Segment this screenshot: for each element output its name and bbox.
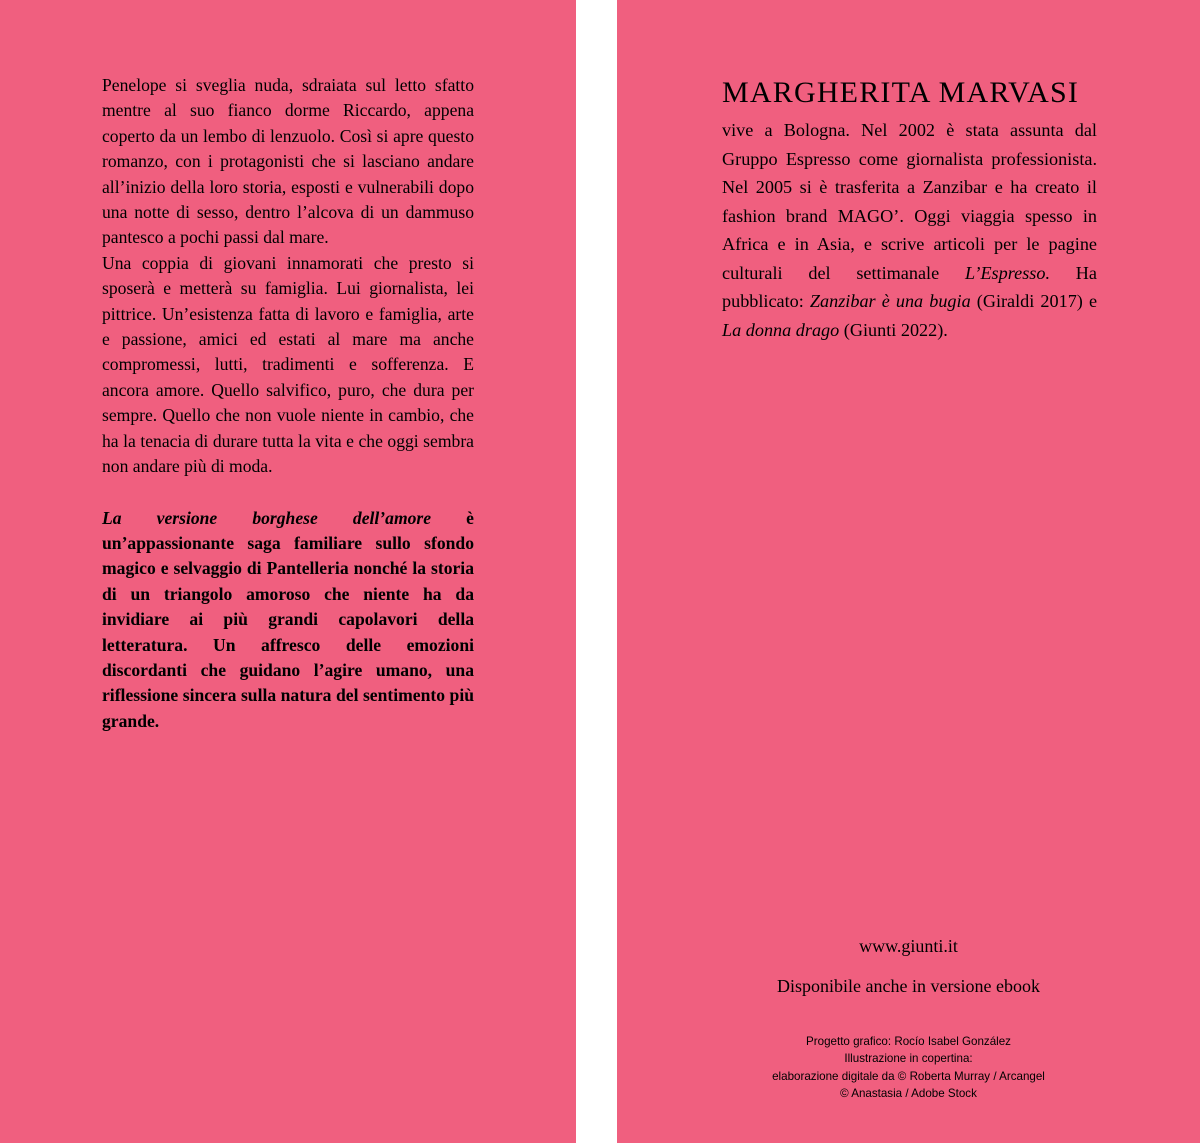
bio-text-3: (Giraldi 2017) e [970,291,1098,311]
ebook-note: Disponibile anche in versione ebook [777,976,1040,996]
credit-line: elaborazione digitale da © Roberta Murray / Arcangel [772,1069,1045,1083]
synopsis-paragraph-1: Penelope si sveglia nuda, sdraiata sul letto sfatto mentre al suo fianco dorme Riccardo, appena coperto da un lembo di lenzuolo. Così si apre questo romanzo, con i protagonisti che si lasciano andare all’inizio della loro storia, esposti e vulnerabili dopo una notte di sesso, dentro l’alcova di un dammuso pantesco a pochi passi dal mare. [102,75,474,248]
synopsis [102,73,474,734]
author-bio [722,116,1097,344]
bio-text-4: (Giunti 2022). [839,319,948,340]
book-title: La versione borghese dell’amore [102,507,432,528]
bio-text-2: Ha pubblicato: [722,262,1097,311]
synopsis-paragraph-3 [102,506,474,735]
credit-line: Illustrazione in copertina: [844,1052,973,1066]
synopsis-paragraph-3-text: è un’appassionante saga familiare sullo sfondo magico e selvaggio di Pantelleria nonché la storia di un triangolo amoroso che niente ha da invidiare ai più grandi capolavori della letteratura. Un affresco delle emozioni discordanti che guidano l’agire umano, una riflessione sincera sulla natura del sentimento più grande. [102,507,474,731]
credit-line: Progetto grafico: Rocío Isabel González [806,1035,1011,1048]
bio-book-1: Zanzibar è una bugia [809,291,971,311]
paragraph-gap [102,480,474,506]
bio-book-2: La donna drago [722,319,840,340]
bio-text-1: vive a Bologna. Nel 2002 è stata assunta dal Gruppo Espresso come giornalista professionista. Nel 2005 si è trasferita a Zanzibar e ha creato il fashion brand MAGO’. Oggi viaggia spesso in Africa e in Asia, e scrive articoli per le pagine culturali del settimanale [722,120,1097,283]
bio-magazine: L’Espresso. [964,262,1051,283]
author-name: MARGHERITA MARVASI [722,76,1080,109]
credits [617,1033,1200,1102]
synopsis-paragraph-2: Una coppia di giovani innamorati che presto si sposerà e metterà su famiglia. Lui giornalista, lei pittrice. Un’esistenza fatta di lavoro e famiglia, arte e passione, amici ed estati al mare ma anche compromessi, lutti, tradimenti e sofferenza. E ancora amore. Quello salvifico, puro, che dura per sempre. Quello che non vuole niente in cambio, che ha la tenacia di durare tutta la vita e che oggi sembra non andare più di moda. [102,252,474,477]
credit-line: © Anastasia / Adobe Stock [840,1086,977,1100]
publisher-website: www.giunti.it [859,936,958,956]
